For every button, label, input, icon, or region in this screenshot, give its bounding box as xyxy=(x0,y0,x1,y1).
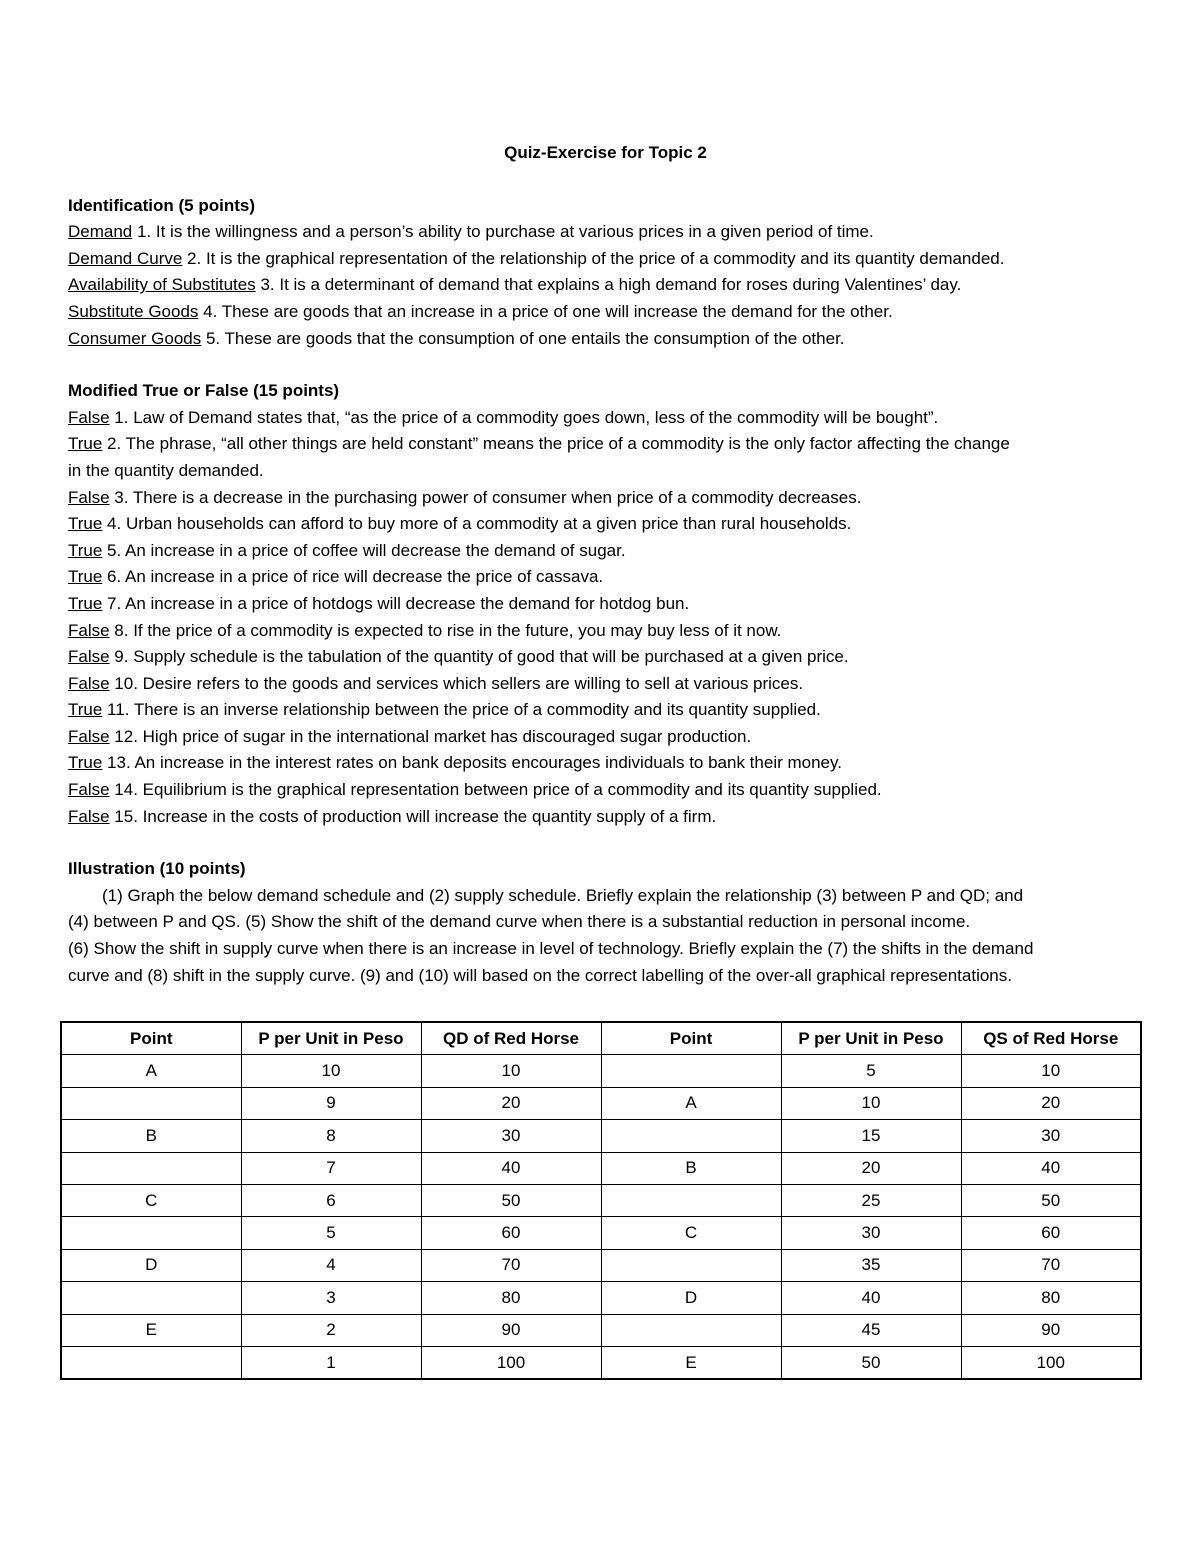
question-text: 4. These are goods that an increase in a price of one will increase the demand for the other. xyxy=(198,301,893,321)
table-header-row xyxy=(61,1022,1141,1055)
answer: Demand xyxy=(68,222,133,242)
table-cell: 40 xyxy=(421,1152,601,1184)
answer: False xyxy=(68,487,110,507)
illustration-heading: Illustration (10 points) xyxy=(68,859,246,879)
table-cell: 20 xyxy=(781,1152,961,1184)
question-text: 15. Increase in the costs of production will increase the quantity supply of a firm. xyxy=(109,806,717,826)
question-text: 5. An increase in a price of coffee will decrease the demand of sugar. xyxy=(102,540,626,560)
table-cell: E xyxy=(601,1346,781,1379)
true-false-item xyxy=(68,431,1143,458)
true-false-item-continuation: in the quantity demanded. xyxy=(68,460,264,480)
table-row xyxy=(61,1217,1141,1249)
answer: False xyxy=(68,647,110,667)
question-text: 1. It is the willingness and a person’s ability to purchase at various prices in a given period of time. xyxy=(132,222,874,242)
table-cell: 70 xyxy=(421,1249,601,1281)
question-text: 7. An increase in a price of hotdogs will decrease the demand for hotdog bun. xyxy=(102,593,690,613)
table-cell xyxy=(61,1282,241,1314)
question-text: 6. An increase in a price of rice will decrease the price of cassava. xyxy=(102,567,604,587)
instruction-line: curve and (8) shift in the supply curve. (9) and (10) will based on the correct labelling of the over-all graphical representations. xyxy=(68,965,1012,985)
table-cell: 8 xyxy=(241,1120,421,1152)
true-false-item xyxy=(68,697,1143,724)
table-cell: 90 xyxy=(421,1314,601,1346)
table-cell: 80 xyxy=(961,1282,1141,1314)
question-text: 12. High price of sugar in the international market has discouraged sugar production. xyxy=(109,726,752,746)
question-text: 14. Equilibrium is the graphical representation between price of a commodity and its quantity supplied. xyxy=(109,780,882,800)
table-cell xyxy=(601,1184,781,1216)
table-cell: 10 xyxy=(241,1055,421,1087)
identification-item xyxy=(68,246,1143,273)
true-false-item xyxy=(68,724,1143,751)
table-cell: 4 xyxy=(241,1249,421,1281)
question-text: 11. There is an inverse relationship between the price of a commodity and its quantity supplied. xyxy=(102,700,821,720)
table-cell: 70 xyxy=(961,1249,1141,1281)
table-cell: 5 xyxy=(781,1055,961,1087)
table-cell: 15 xyxy=(781,1120,961,1152)
illustration-instructions xyxy=(68,883,1143,989)
question-text: 2. It is the graphical representation of the relationship of the price of a commodity and its quantity demanded. xyxy=(182,248,1005,268)
table-row xyxy=(61,1184,1141,1216)
table-cell: 1 xyxy=(241,1346,421,1379)
table-cell: 60 xyxy=(961,1217,1141,1249)
table-cell xyxy=(61,1346,241,1379)
table-cell: 10 xyxy=(781,1087,961,1119)
answer: Substitute Goods xyxy=(68,301,199,321)
table-cell: 30 xyxy=(421,1120,601,1152)
table-cell: 60 xyxy=(421,1217,601,1249)
table-cell xyxy=(601,1314,781,1346)
table-cell: 20 xyxy=(421,1087,601,1119)
table-cell: D xyxy=(601,1282,781,1314)
instruction-line: (1) Graph the below demand schedule and (2) supply schedule. Briefly explain the relationship (3) between P and QD; and xyxy=(102,885,1024,905)
table-cell: 7 xyxy=(241,1152,421,1184)
identification-heading: Identification (5 points) xyxy=(68,195,255,215)
table-cell xyxy=(61,1152,241,1184)
question-text: 9. Supply schedule is the tabulation of the quantity of good that will be purchased at a given price. xyxy=(109,647,849,667)
column-header: P per Unit in Peso xyxy=(241,1022,421,1055)
table-cell: A xyxy=(601,1087,781,1119)
true-false-item xyxy=(68,618,1143,645)
schedule-table xyxy=(60,1021,1142,1380)
table-cell: B xyxy=(601,1152,781,1184)
identification-item xyxy=(68,272,1143,299)
question-text: 3. It is a determinant of demand that explains a high demand for roses during Valentines’ day. xyxy=(255,275,962,295)
table-cell: B xyxy=(61,1120,241,1152)
identification-item xyxy=(68,326,1143,353)
table-cell: 45 xyxy=(781,1314,961,1346)
table-cell xyxy=(601,1120,781,1152)
identification-list xyxy=(68,219,1143,352)
question-text: 2. The phrase, “all other things are held constant” means the price of a commodity is the only factor affecting the change xyxy=(102,434,1010,454)
question-text: 8. If the price of a commodity is expected to rise in the future, you may buy less of it now. xyxy=(109,620,782,640)
answer: False xyxy=(68,780,110,800)
question-text: 13. An increase in the interest rates on bank deposits encourages individuals to bank their money. xyxy=(102,753,842,773)
table-row xyxy=(61,1346,1141,1379)
question-text: 5. These are goods that the consumption of one entails the consumption of the other. xyxy=(201,328,845,348)
answer: True xyxy=(68,434,103,454)
table-cell: 50 xyxy=(781,1346,961,1379)
table-row xyxy=(61,1152,1141,1184)
document-page xyxy=(68,140,1143,989)
answer: True xyxy=(68,593,103,613)
table-cell xyxy=(601,1055,781,1087)
table-cell: C xyxy=(61,1184,241,1216)
table-cell: 80 xyxy=(421,1282,601,1314)
table-cell: 50 xyxy=(421,1184,601,1216)
table-cell: 100 xyxy=(961,1346,1141,1379)
true-false-item xyxy=(68,644,1143,671)
table-cell: 20 xyxy=(961,1087,1141,1119)
table-cell: D xyxy=(61,1249,241,1281)
table-row xyxy=(61,1087,1141,1119)
table-cell: 100 xyxy=(421,1346,601,1379)
question-text: 1. Law of Demand states that, “as the price of a commodity goes down, less of the commodity will be bought”. xyxy=(109,407,939,427)
question-text: 3. There is a decrease in the purchasing power of consumer when price of a commodity decreases. xyxy=(109,487,862,507)
table-cell: A xyxy=(61,1055,241,1087)
table-cell xyxy=(61,1217,241,1249)
table-row xyxy=(61,1282,1141,1314)
true-false-item xyxy=(68,485,1143,512)
table-cell: 50 xyxy=(961,1184,1141,1216)
answer: True xyxy=(68,514,103,534)
answer: True xyxy=(68,700,103,720)
table-cell: 9 xyxy=(241,1087,421,1119)
table-cell: 6 xyxy=(241,1184,421,1216)
instruction-line: (4) between P and QS. (5) Show the shift of the demand curve when there is a substantial reduction in personal income. xyxy=(68,912,971,932)
column-header: Point xyxy=(61,1022,241,1055)
table-cell xyxy=(61,1087,241,1119)
true-false-item xyxy=(68,511,1143,538)
table-cell: 90 xyxy=(961,1314,1141,1346)
answer: True xyxy=(68,567,103,587)
question-text: 4. Urban households can afford to buy more of a commodity at a given price than rural households. xyxy=(102,514,852,534)
answer: Consumer Goods xyxy=(68,328,202,348)
answer: True xyxy=(68,540,103,560)
true-false-item xyxy=(68,564,1143,591)
identification-item xyxy=(68,219,1143,246)
table-cell: 30 xyxy=(961,1120,1141,1152)
column-header: QD of Red Horse xyxy=(421,1022,601,1055)
table-body xyxy=(61,1055,1141,1379)
table-cell xyxy=(601,1249,781,1281)
instruction-line: (6) Show the shift in supply curve when there is an increase in level of technology. Briefly explain the (7) the shifts in the demand xyxy=(68,939,1034,959)
true-false-item xyxy=(68,405,1143,432)
answer: Availability of Substitutes xyxy=(68,275,256,295)
table-cell: 25 xyxy=(781,1184,961,1216)
true-false-item xyxy=(68,777,1143,804)
table-cell: 35 xyxy=(781,1249,961,1281)
table-cell: 40 xyxy=(961,1152,1141,1184)
table-cell: 30 xyxy=(781,1217,961,1249)
answer: False xyxy=(68,806,110,826)
true-false-list xyxy=(68,405,1143,831)
answer: False xyxy=(68,620,110,640)
answer: False xyxy=(68,673,110,693)
table-cell: 5 xyxy=(241,1217,421,1249)
true-false-item xyxy=(68,538,1143,565)
table-cell: C xyxy=(601,1217,781,1249)
question-text: 10. Desire refers to the goods and services which sellers are willing to sell at various prices. xyxy=(109,673,804,693)
true-false-item xyxy=(68,591,1143,618)
column-header: QS of Red Horse xyxy=(961,1022,1141,1055)
true-false-heading: Modified True or False (15 points) xyxy=(68,381,340,401)
table-row xyxy=(61,1120,1141,1152)
column-header: P per Unit in Peso xyxy=(781,1022,961,1055)
answer: False xyxy=(68,726,110,746)
answer: False xyxy=(68,407,110,427)
answer: True xyxy=(68,753,103,773)
table-cell: 2 xyxy=(241,1314,421,1346)
true-false-item xyxy=(68,671,1143,698)
table-row xyxy=(61,1249,1141,1281)
table-row xyxy=(61,1055,1141,1087)
table-cell: 10 xyxy=(421,1055,601,1087)
document-title: Quiz-Exercise for Topic 2 xyxy=(504,143,707,162)
answer: Demand Curve xyxy=(68,248,183,268)
identification-item xyxy=(68,299,1143,326)
true-false-item xyxy=(68,750,1143,777)
table-cell: E xyxy=(61,1314,241,1346)
table-cell: 3 xyxy=(241,1282,421,1314)
table-row xyxy=(61,1314,1141,1346)
true-false-item xyxy=(68,804,1143,831)
table-cell: 40 xyxy=(781,1282,961,1314)
table-cell: 10 xyxy=(961,1055,1141,1087)
column-header: Point xyxy=(601,1022,781,1055)
